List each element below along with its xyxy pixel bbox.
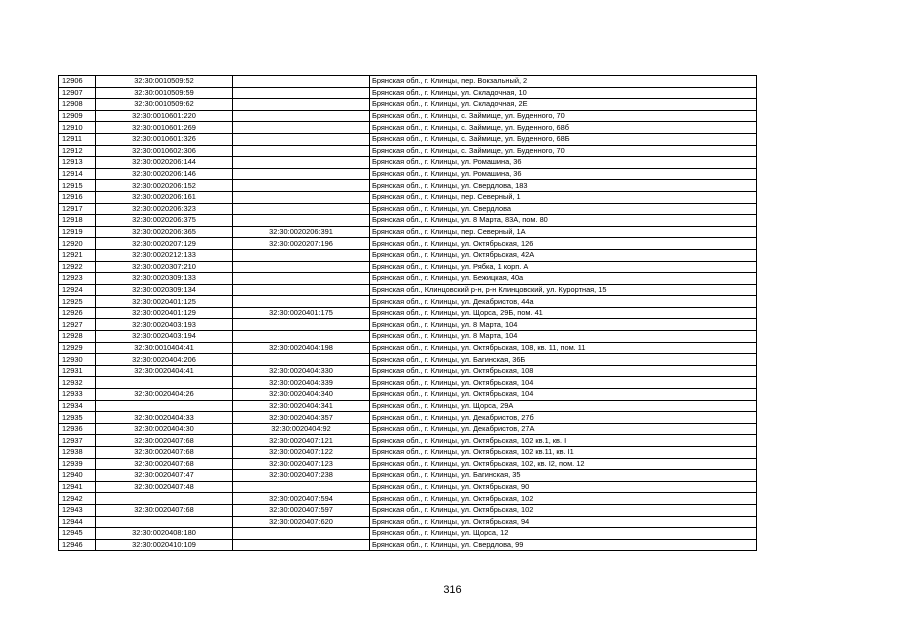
table-row (59, 504, 757, 516)
table-row (59, 261, 757, 273)
cadastral-number-cell: 32:30:0010509:62 (96, 99, 233, 111)
row-number-cell: 12925 (59, 296, 96, 308)
premises-cadastral-number-cell (233, 273, 370, 285)
premises-cadastral-number-cell: 32:30:0020404:92 (233, 423, 370, 435)
cadastral-number-cell: 32:30:0020404:30 (96, 423, 233, 435)
cadastral-number-cell: 32:30:0020403:194 (96, 331, 233, 343)
address-cell: Брянская обл., г. Клинцы, ул. Багинская, 35 (370, 470, 757, 482)
row-number-cell: 12923 (59, 273, 96, 285)
cadastral-number-cell: 32:30:0020404:206 (96, 354, 233, 366)
premises-cadastral-number-cell: 32:30:0020407:620 (233, 516, 370, 528)
cadastral-number-cell: 32:30:0020206:161 (96, 191, 233, 203)
address-cell: Брянская обл., г. Клинцы, ул. Октябрьская, 90 (370, 481, 757, 493)
table-row (59, 389, 757, 401)
table-row (59, 528, 757, 540)
address-cell: Брянская обл., г. Клинцы, ул. Свердлова (370, 203, 757, 215)
cadastral-number-cell: 32:30:0020404:33 (96, 412, 233, 424)
address-cell: Брянская обл., г. Клинцы, ул. Октябрьская, 102 кв.1, кв. I (370, 435, 757, 447)
table-row (59, 365, 757, 377)
table-row (59, 284, 757, 296)
table-row (59, 447, 757, 459)
row-number-cell: 12937 (59, 435, 96, 447)
row-number-cell: 12932 (59, 377, 96, 389)
table-row (59, 458, 757, 470)
table-row (59, 99, 757, 111)
cadastral-number-cell: 32:30:0010509:59 (96, 87, 233, 99)
premises-cadastral-number-cell (233, 110, 370, 122)
address-cell: Брянская обл., г. Клинцы, пер. Вокзальный, 2 (370, 76, 757, 88)
premises-cadastral-number-cell (233, 215, 370, 227)
table-row (59, 435, 757, 447)
address-cell: Брянская обл., г. Клинцы, ул. 8 Марта, 104 (370, 331, 757, 343)
table-row (59, 516, 757, 528)
row-number-cell: 12928 (59, 331, 96, 343)
cadastral-number-cell: 32:30:0020408:180 (96, 528, 233, 540)
table-row (59, 180, 757, 192)
address-cell: Брянская обл., г. Клинцы, ул. Свердлова, 99 (370, 539, 757, 551)
address-cell: Брянская обл., г. Клинцы, ул. Ромашина, 36 (370, 168, 757, 180)
address-cell: Брянская обл., г. Клинцы, ул. Октябрьская, 102, кв. I2, пом. 12 (370, 458, 757, 470)
cadastral-number-cell: 32:30:0020206:323 (96, 203, 233, 215)
address-cell: Брянская обл., г. Клинцы, ул. Октябрьская, 104 (370, 389, 757, 401)
row-number-cell: 12914 (59, 168, 96, 180)
cadastral-number-cell: 32:30:0020404:41 (96, 365, 233, 377)
row-number-cell: 12907 (59, 87, 96, 99)
row-number-cell: 12934 (59, 400, 96, 412)
address-cell: Брянская обл., г. Клинцы, ул. Октябрьская, 42А (370, 249, 757, 261)
address-cell: Брянская обл., г. Клинцы, ул. Октябрьская, 108, кв. 11, пом. 11 (370, 342, 757, 354)
table-row (59, 249, 757, 261)
table-row (59, 481, 757, 493)
row-number-cell: 12922 (59, 261, 96, 273)
table-row (59, 423, 757, 435)
address-cell: Брянская обл., г. Клинцы, ул. Багинская, 36Б (370, 354, 757, 366)
row-number-cell: 12944 (59, 516, 96, 528)
premises-cadastral-number-cell (233, 249, 370, 261)
table-row (59, 342, 757, 354)
premises-cadastral-number-cell: 32:30:0020407:238 (233, 470, 370, 482)
premises-cadastral-number-cell: 32:30:0020407:122 (233, 447, 370, 459)
row-number-cell: 12920 (59, 238, 96, 250)
cadastral-number-cell: 32:30:0020309:134 (96, 284, 233, 296)
premises-cadastral-number-cell (233, 261, 370, 273)
table-row (59, 296, 757, 308)
premises-cadastral-number-cell (233, 99, 370, 111)
row-number-cell: 12916 (59, 191, 96, 203)
cadastral-number-cell: 32:30:0010509:52 (96, 76, 233, 88)
table-body (59, 76, 757, 551)
table-row (59, 319, 757, 331)
cadastral-number-cell: 32:30:0020307:210 (96, 261, 233, 273)
premises-cadastral-number-cell (233, 180, 370, 192)
address-cell: Брянская обл., г. Клинцы, ул. Щорса, 12 (370, 528, 757, 540)
cadastral-number-cell: 32:30:0010601:269 (96, 122, 233, 134)
page-number: 316 (443, 584, 462, 596)
row-number-cell: 12930 (59, 354, 96, 366)
table-row (59, 377, 757, 389)
table-row (59, 145, 757, 157)
address-cell: Брянская обл., г. Клинцы, ул. Октябрьская, 102 кв.11, кв. I1 (370, 447, 757, 459)
premises-cadastral-number-cell: 32:30:0020404:357 (233, 412, 370, 424)
premises-cadastral-number-cell (233, 284, 370, 296)
row-number-cell: 12933 (59, 389, 96, 401)
address-cell: Брянская обл., г. Клинцы, ул. Декабристов, 27А (370, 423, 757, 435)
premises-cadastral-number-cell: 32:30:0020404:330 (233, 365, 370, 377)
address-cell: Брянская обл., г. Клинцы, ул. Декабристов, 44а (370, 296, 757, 308)
table-row (59, 215, 757, 227)
cadastral-number-cell: 32:30:0020206:375 (96, 215, 233, 227)
premises-cadastral-number-cell: 32:30:0020207:196 (233, 238, 370, 250)
row-number-cell: 12913 (59, 157, 96, 169)
cadastral-number-cell: 32:30:0020404:26 (96, 389, 233, 401)
table-row (59, 203, 757, 215)
address-cell: Брянская обл., г. Клинцы, ул. Октябрьская, 102 (370, 493, 757, 505)
row-number-cell: 12906 (59, 76, 96, 88)
premises-cadastral-number-cell (233, 145, 370, 157)
cadastral-number-cell: 32:30:0020212:133 (96, 249, 233, 261)
premises-cadastral-number-cell (233, 296, 370, 308)
table-row (59, 191, 757, 203)
cadastral-number-cell: 32:30:0010601:220 (96, 110, 233, 122)
premises-cadastral-number-cell (233, 157, 370, 169)
table-row (59, 157, 757, 169)
cadastral-number-cell (96, 377, 233, 389)
premises-cadastral-number-cell (233, 76, 370, 88)
address-cell: Брянская обл., г. Клинцы, пер. Северный, 1 (370, 191, 757, 203)
table-row (59, 400, 757, 412)
table-row (59, 331, 757, 343)
premises-cadastral-number-cell: 32:30:0020404:341 (233, 400, 370, 412)
address-cell: Брянская обл., г. Клинцы, ул. Складочная, 2Е (370, 99, 757, 111)
premises-cadastral-number-cell (233, 319, 370, 331)
cadastral-number-cell: 32:30:0020206:146 (96, 168, 233, 180)
table-row (59, 273, 757, 285)
premises-cadastral-number-cell (233, 539, 370, 551)
cadastral-number-cell: 32:30:0020309:133 (96, 273, 233, 285)
table-row (59, 539, 757, 551)
address-cell: Брянская обл., г. Клинцы, ул. Бежицкая, 40а (370, 273, 757, 285)
cadastral-number-cell: 32:30:0020206:365 (96, 226, 233, 238)
address-cell: Брянская обл., г. Клинцы, ул. Октябрьская, 126 (370, 238, 757, 250)
row-number-cell: 12924 (59, 284, 96, 296)
row-number-cell: 12942 (59, 493, 96, 505)
address-cell: Брянская обл., г. Клинцы, ул. 8 Марта, 104 (370, 319, 757, 331)
address-cell: Брянская обл., г. Клинцы, с. Займище, ул. Буденного, 68б (370, 122, 757, 134)
row-number-cell: 12909 (59, 110, 96, 122)
premises-cadastral-number-cell (233, 87, 370, 99)
premises-cadastral-number-cell: 32:30:0020206:391 (233, 226, 370, 238)
address-cell: Брянская обл., г. Клинцы, ул. Октябрьская, 102 (370, 504, 757, 516)
table-row (59, 354, 757, 366)
cadastral-number-cell (96, 516, 233, 528)
premises-cadastral-number-cell: 32:30:0020407:121 (233, 435, 370, 447)
row-number-cell: 12929 (59, 342, 96, 354)
row-number-cell: 12941 (59, 481, 96, 493)
address-cell: Брянская обл., г. Клинцы, с. Займище, ул. Буденного, 70 (370, 145, 757, 157)
address-cell: Брянская обл., г. Клинцы, с. Займище, ул. Буденного, 68Б (370, 133, 757, 145)
premises-cadastral-number-cell (233, 354, 370, 366)
premises-cadastral-number-cell: 32:30:0020407:594 (233, 493, 370, 505)
property-table (58, 75, 757, 551)
row-number-cell: 12910 (59, 122, 96, 134)
premises-cadastral-number-cell: 32:30:0020401:175 (233, 307, 370, 319)
cadastral-number-cell: 32:30:0010601:326 (96, 133, 233, 145)
cadastral-number-cell: 32:30:0020410:109 (96, 539, 233, 551)
table-row (59, 238, 757, 250)
address-cell: Брянская обл., Клинцовский р-н, р-н Клинцовский, ул. Курортная, 15 (370, 284, 757, 296)
cadastral-number-cell: 32:30:0020403:193 (96, 319, 233, 331)
row-number-cell: 12943 (59, 504, 96, 516)
address-cell: Брянская обл., г. Клинцы, ул. Складочная, 10 (370, 87, 757, 99)
cadastral-number-cell (96, 493, 233, 505)
cadastral-number-cell: 32:30:0020206:152 (96, 180, 233, 192)
row-number-cell: 12915 (59, 180, 96, 192)
premises-cadastral-number-cell (233, 191, 370, 203)
cadastral-number-cell: 32:30:0020407:68 (96, 447, 233, 459)
cadastral-number-cell: 32:30:0020207:129 (96, 238, 233, 250)
cadastral-number-cell: 32:30:0020407:47 (96, 470, 233, 482)
cadastral-number-cell: 32:30:0020206:144 (96, 157, 233, 169)
row-number-cell: 12921 (59, 249, 96, 261)
address-cell: Брянская обл., г. Клинцы, ул. Ромашина, 36 (370, 157, 757, 169)
cadastral-number-cell: 32:30:0020401:129 (96, 307, 233, 319)
cadastral-number-cell: 32:30:0020407:48 (96, 481, 233, 493)
row-number-cell: 12918 (59, 215, 96, 227)
table-row (59, 168, 757, 180)
cadastral-number-cell: 32:30:0020407:68 (96, 435, 233, 447)
row-number-cell: 12911 (59, 133, 96, 145)
cadastral-number-cell: 32:30:0020407:68 (96, 458, 233, 470)
premises-cadastral-number-cell (233, 481, 370, 493)
address-cell: Брянская обл., г. Клинцы, ул. Октябрьская, 108 (370, 365, 757, 377)
cadastral-number-cell: 32:30:0010602:306 (96, 145, 233, 157)
address-cell: Брянская обл., г. Клинцы, ул. Рябка, 1 корп. А (370, 261, 757, 273)
table-row (59, 133, 757, 145)
row-number-cell: 12926 (59, 307, 96, 319)
row-number-cell: 12936 (59, 423, 96, 435)
premises-cadastral-number-cell: 32:30:0020404:198 (233, 342, 370, 354)
premises-cadastral-number-cell (233, 528, 370, 540)
row-number-cell: 12935 (59, 412, 96, 424)
table-row (59, 493, 757, 505)
table-row (59, 87, 757, 99)
cadastral-number-cell: 32:30:0010404:41 (96, 342, 233, 354)
cadastral-number-cell: 32:30:0020407:68 (96, 504, 233, 516)
table-row (59, 226, 757, 238)
row-number-cell: 12917 (59, 203, 96, 215)
premises-cadastral-number-cell: 32:30:0020404:340 (233, 389, 370, 401)
row-number-cell: 12931 (59, 365, 96, 377)
premises-cadastral-number-cell: 32:30:0020407:123 (233, 458, 370, 470)
premises-cadastral-number-cell (233, 203, 370, 215)
premises-cadastral-number-cell (233, 133, 370, 145)
premises-cadastral-number-cell (233, 168, 370, 180)
table-row (59, 76, 757, 88)
table-row (59, 307, 757, 319)
premises-cadastral-number-cell (233, 331, 370, 343)
table-row (59, 110, 757, 122)
row-number-cell: 12940 (59, 470, 96, 482)
cadastral-number-cell (96, 400, 233, 412)
row-number-cell: 12927 (59, 319, 96, 331)
address-cell: Брянская обл., г. Клинцы, пер. Северный, 1А (370, 226, 757, 238)
address-cell: Брянская обл., г. Клинцы, с. Займище, ул. Буденного, 70 (370, 110, 757, 122)
cadastral-number-cell: 32:30:0020401:125 (96, 296, 233, 308)
row-number-cell: 12939 (59, 458, 96, 470)
address-cell: Брянская обл., г. Клинцы, ул. Октябрьская, 104 (370, 377, 757, 389)
row-number-cell: 12912 (59, 145, 96, 157)
row-number-cell: 12919 (59, 226, 96, 238)
address-cell: Брянская обл., г. Клинцы, ул. Щорса, 29Б, пом. 41 (370, 307, 757, 319)
row-number-cell: 12908 (59, 99, 96, 111)
row-number-cell: 12946 (59, 539, 96, 551)
premises-cadastral-number-cell: 32:30:0020407:597 (233, 504, 370, 516)
address-cell: Брянская обл., г. Клинцы, ул. Октябрьская, 94 (370, 516, 757, 528)
row-number-cell: 12938 (59, 447, 96, 459)
table-row (59, 122, 757, 134)
address-cell: Брянская обл., г. Клинцы, ул. 8 Марта, 83А, пом. 80 (370, 215, 757, 227)
address-cell: Брянская обл., г. Клинцы, ул. Щорса, 29А (370, 400, 757, 412)
premises-cadastral-number-cell: 32:30:0020404:339 (233, 377, 370, 389)
table-row (59, 470, 757, 482)
row-number-cell: 12945 (59, 528, 96, 540)
address-cell: Брянская обл., г. Клинцы, ул. Декабристов, 27б (370, 412, 757, 424)
table-row (59, 412, 757, 424)
address-cell: Брянская обл., г. Клинцы, ул. Свердлова, 183 (370, 180, 757, 192)
premises-cadastral-number-cell (233, 122, 370, 134)
